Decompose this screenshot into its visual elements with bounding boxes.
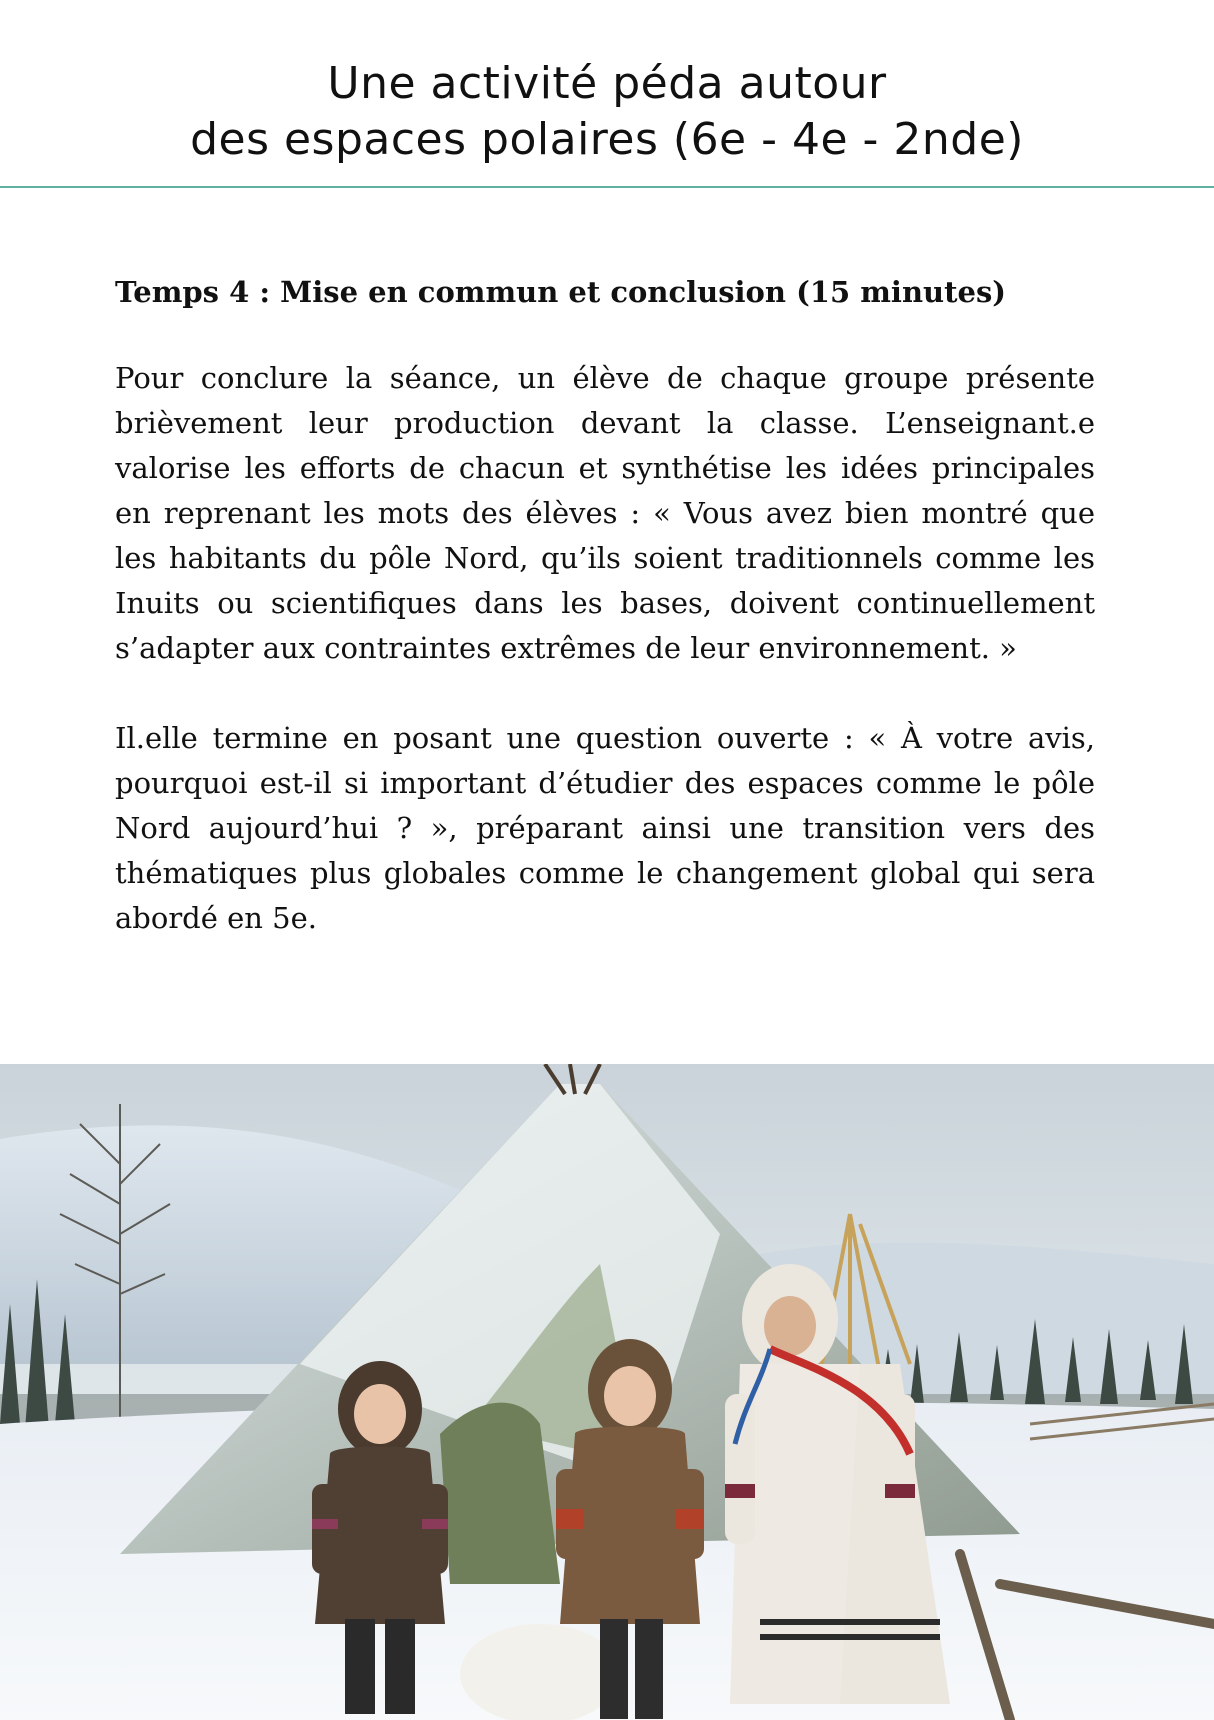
document-header	[0, 0, 1214, 188]
main-content	[115, 272, 1095, 986]
paragraph-conclusion: Pour conclure la séance, un élève de chaque groupe présente brièvement leur production devant la classe. L’enseignant.e valorise les efforts de chacun et synthétise les idées principales en reprenant les mots des élèves : « Vous avez bien montré que les habitants du pôle Nord, qu’ils soient traditionnels comme les Inuits ou scientifiques dans les bases, doivent continuellement s’adapter aux contraintes extrêmes de leur environnement. »	[115, 361, 1095, 665]
page-title-line-2: des espaces polaires (6e - 4e - 2nde)	[190, 114, 1024, 165]
paragraph-open-question: Il.elle termine en posant une question ouverte : « À votre avis, pourquoi est-il si important d’étudier des espaces comme le pôle Nord aujourd’hui ? », préparant ainsi une transition vers des thématiques plus globales comme le changement global qui sera abordé en 5e.	[115, 721, 1095, 935]
polar-camp-photo	[0, 1064, 1214, 1720]
section-heading: Temps 4 : Mise en commun et conclusion (15 minutes)	[115, 275, 1007, 309]
page-title-line-1: Une activité péda autour	[327, 58, 887, 109]
photo-illustration	[0, 1064, 1214, 1720]
page-title	[0, 56, 1214, 168]
